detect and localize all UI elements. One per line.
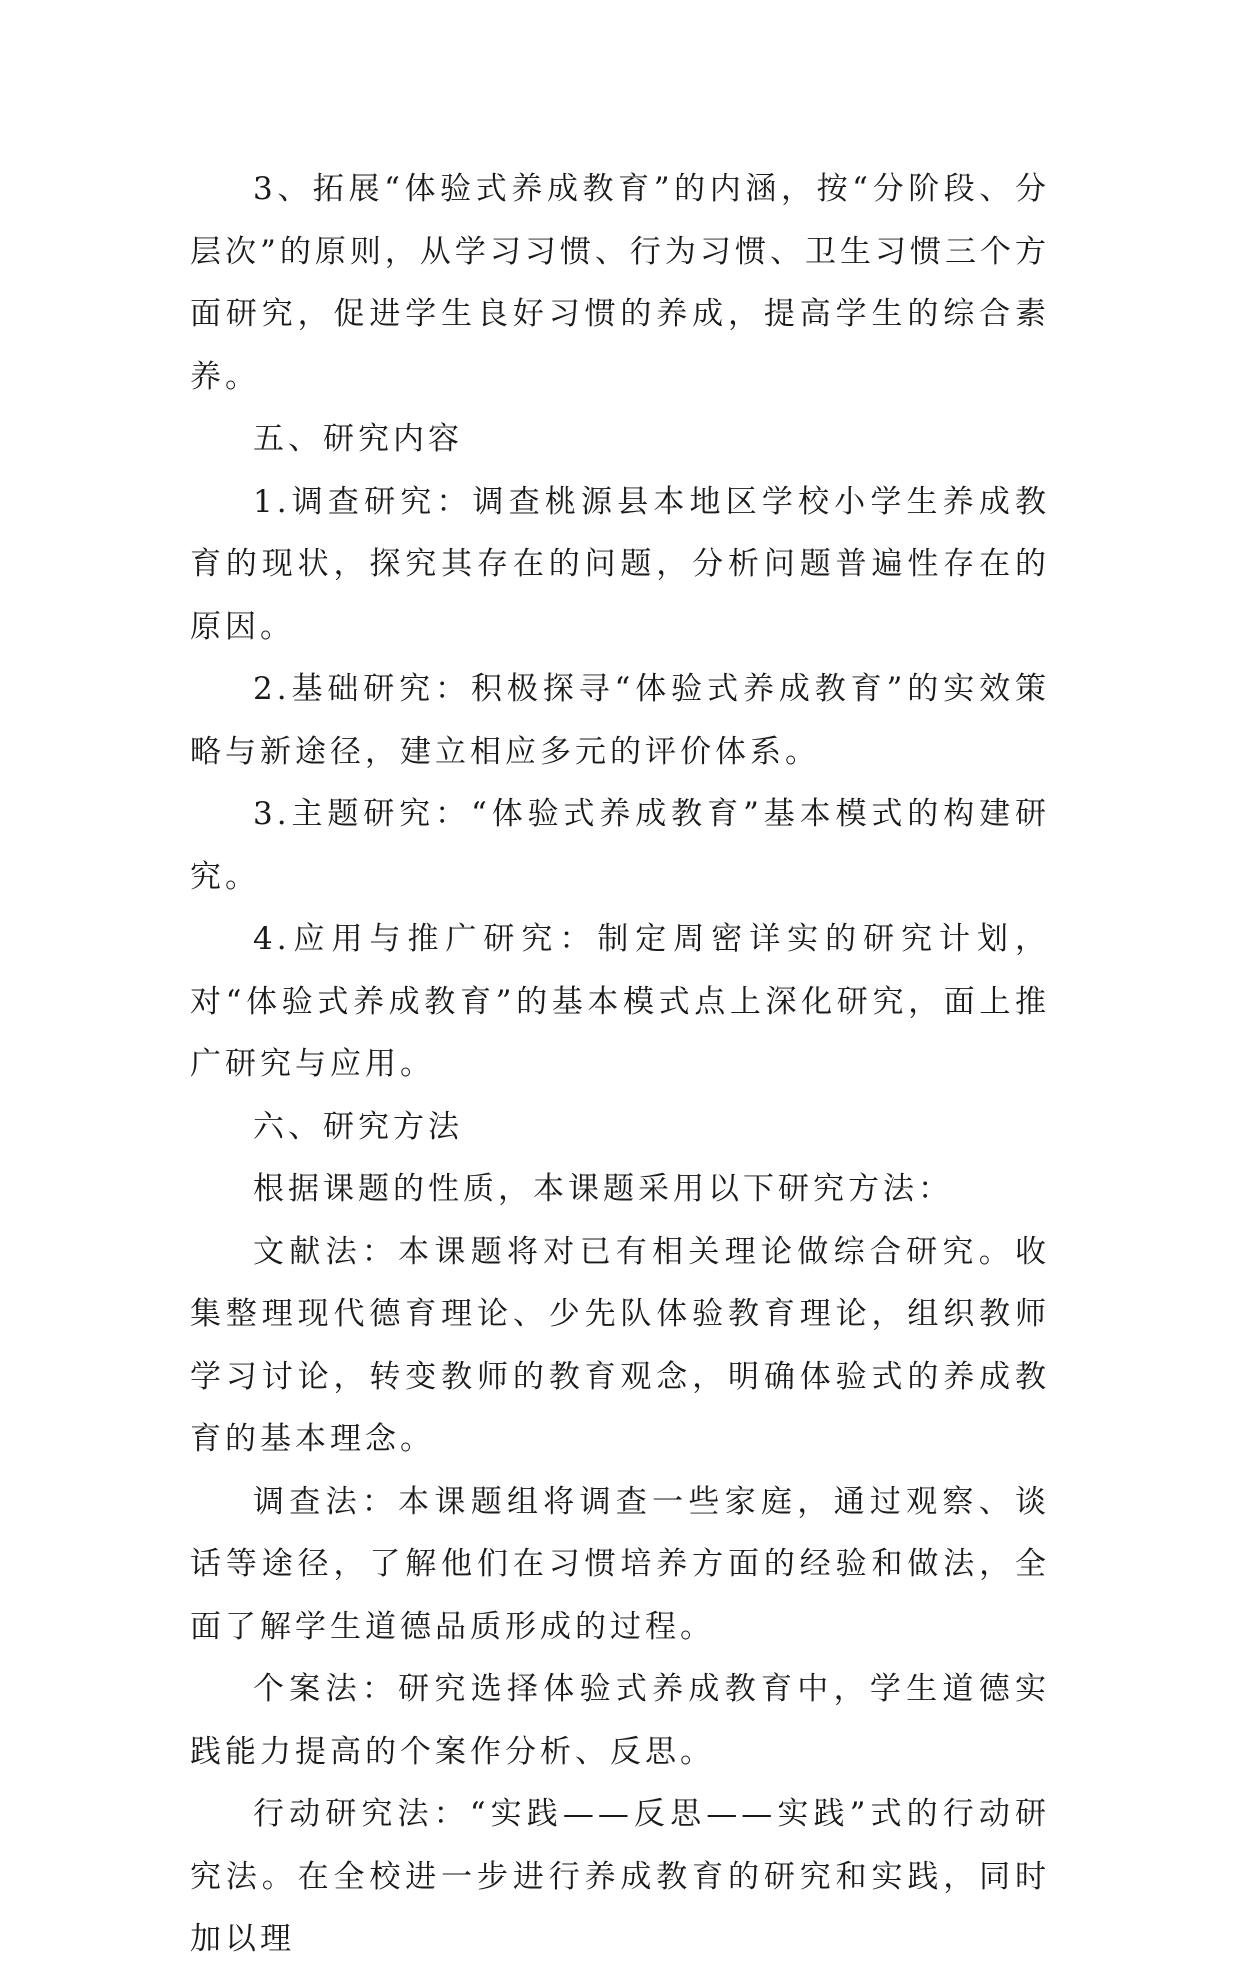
paragraph-content-1: 1.调查研究：调查桃源县本地区学校小学生养成教育的现状，探究其存在的问题，分析问题普遍性存在的原因。 bbox=[190, 483, 1050, 645]
paragraph-methods-intro: 根据课题的性质，本课题采用以下研究方法： bbox=[253, 1171, 953, 1207]
paragraph-method-survey: 调查法：本课题组将调查一些家庭，通过观察、谈话等途径，了解他们在习惯培养方面的经验和做法，全面了解学生道德品质形成的过程。 bbox=[190, 1483, 1050, 1645]
section-heading-research-methods: 六、研究方法 bbox=[253, 1108, 463, 1145]
paragraph-method-literature: 文献法：本课题将对已有相关理论做综合研究。收集整理现代德育理论、少先队体验教育理论，组织教师学习讨论，转变教师的教育观念，明确体验式的养成教育的基本理念。 bbox=[190, 1233, 1050, 1457]
paragraph-goal-3: 3、拓展“体验式养成教育”的内涵，按“分阶段、分层次”的原则，从学习习惯、行为习惯、卫生习惯三个方面研究，促进学生良好习惯的养成，提高学生的综合素养。 bbox=[190, 171, 1050, 395]
paragraph-method-action-research: 行动研究法：“实践——反思——实践”式的行动研究法。在全校进一步进行养成教育的研究和实践，同时加以理 bbox=[190, 1796, 1050, 1957]
paragraph-content-3: 3.主题研究：“体验式养成教育”基本模式的构建研究。 bbox=[190, 796, 1050, 895]
paragraph-content-4: 4.应用与推广研究：制定周密详实的研究计划，对“体验式养成教育”的基本模式点上深化研究，面上推广研究与应用。 bbox=[190, 921, 1050, 1082]
paragraph-method-case: 个案法：研究选择体验式养成教育中，学生道德实践能力提高的个案作分析、反思。 bbox=[190, 1671, 1050, 1770]
section-heading-research-content: 五、研究内容 bbox=[253, 421, 463, 457]
paragraph-content-2: 2.基础研究：积极探寻“体验式养成教育”的实效策略与新途径，建立相应多元的评价体系。 bbox=[190, 671, 1050, 770]
document-body bbox=[190, 158, 1050, 1971]
